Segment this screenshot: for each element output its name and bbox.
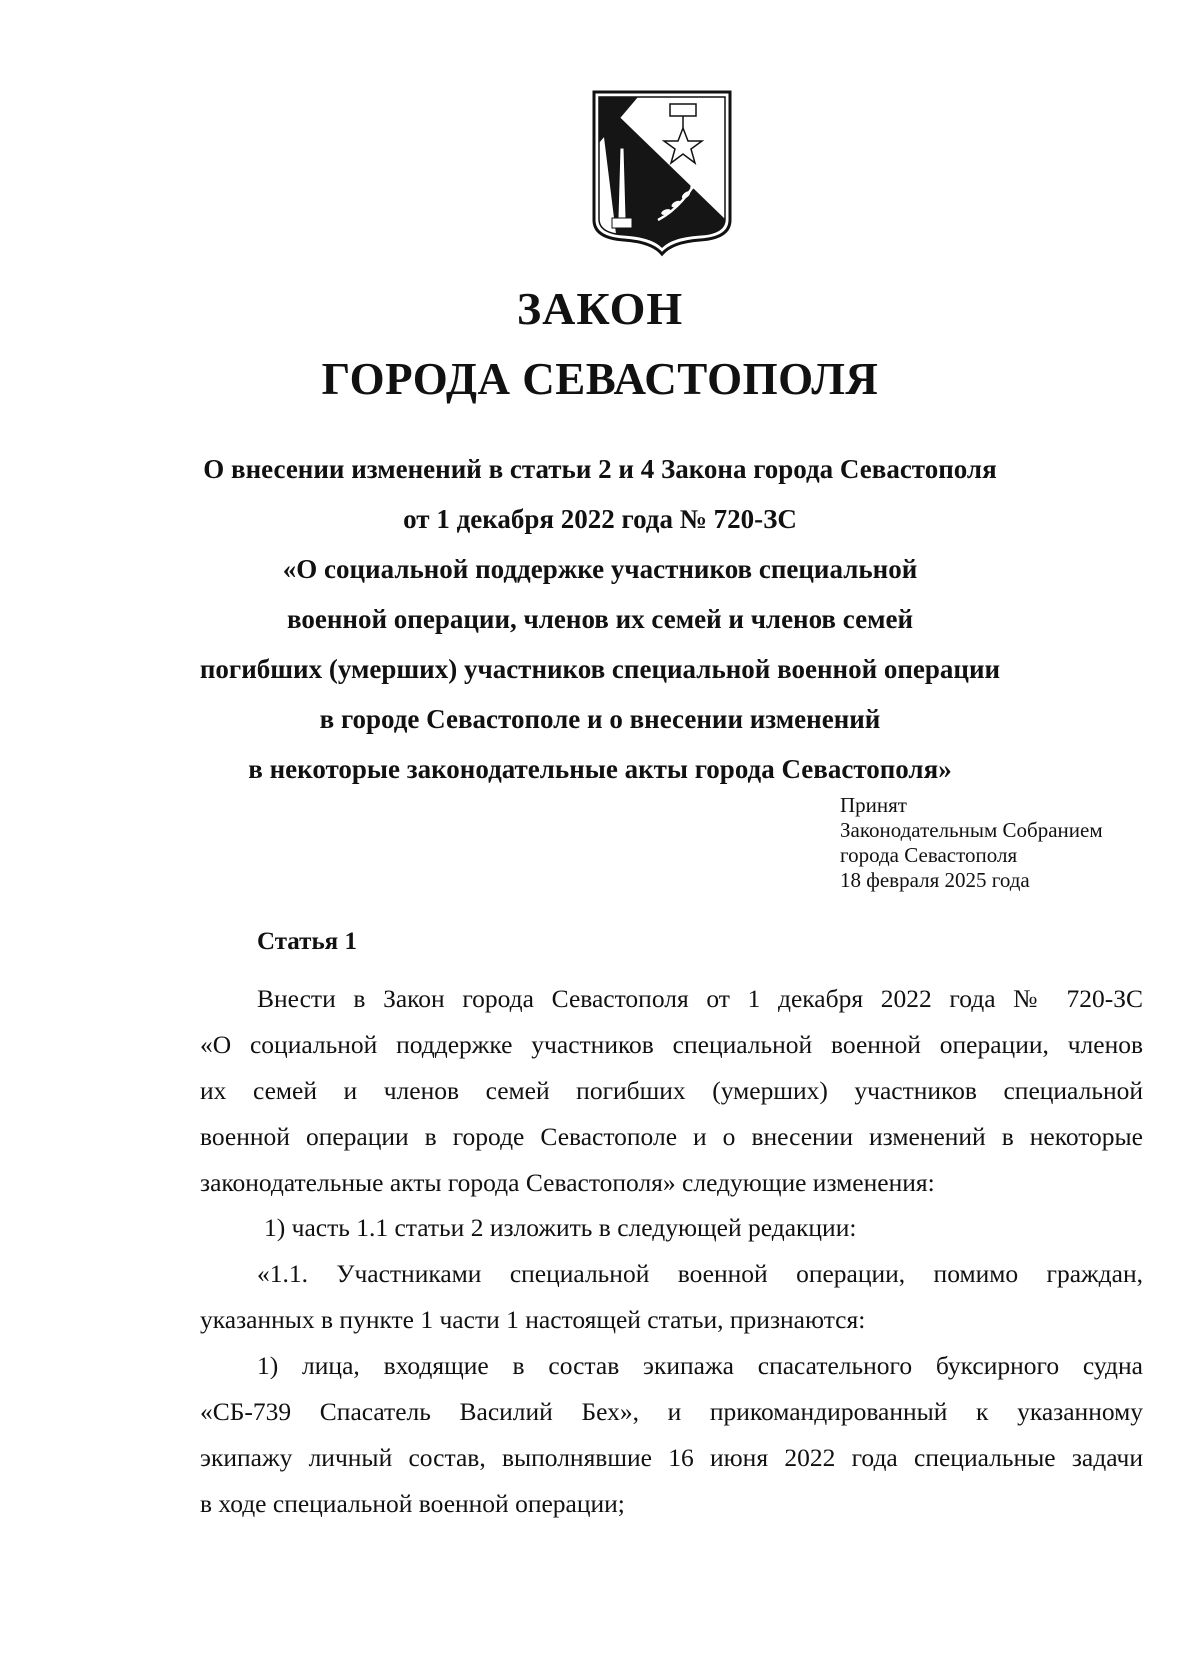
adoption-line: Принят: [840, 793, 907, 817]
paragraph-line: указанных в пункте 1 части 1 настоящей статьи, признаются:: [200, 1305, 866, 1334]
amendment-item: [200, 1205, 1143, 1251]
adoption-date: 18 февраля 2025 года: [840, 868, 1030, 892]
article-heading: Статья 1: [257, 928, 357, 955]
paragraph-line: 1) часть 1.1 статьи 2 изложить в следующей редакции:: [264, 1213, 857, 1242]
subtitle-line: в городе Севастополе и о внесении изменений: [319, 704, 881, 734]
paragraph-line: их семей и членов семей погибших (умерших) участников специальной: [200, 1076, 1143, 1105]
subtitle-line: погибших (умерших) участников специальной военной операции: [199, 654, 1001, 684]
paragraph-line: «СБ-739 Спасатель Василий Бех», и прикомандированный к указанному: [200, 1397, 1143, 1426]
amendment-quote: [200, 1251, 1143, 1343]
paragraph-line: законодательные акты города Севастополя» следующие изменения:: [200, 1168, 935, 1197]
paragraph-line: «1.1. Участниками специальной военной операции, помимо граждан,: [257, 1259, 1143, 1288]
law-title: ЗАКОН: [516, 283, 684, 334]
paragraph-line: 1) лица, входящие в состав экипажа спасательного буксирного судна: [257, 1351, 1143, 1380]
subtitle-line: в некоторые законодательные акты города Севастополя»: [248, 754, 952, 784]
adoption-line: Законодательным Собранием: [840, 818, 1103, 842]
subtitle-line: от 1 декабря 2022 года № 720-ЗС: [403, 504, 797, 534]
subtitle-line: «О социальной поддержке участников специальной: [282, 554, 918, 584]
adoption-line: города Севастополя: [840, 843, 1018, 867]
subtitle-line: О внесении изменений в статьи 2 и 4 Закона города Севастополя: [203, 454, 997, 484]
law-city-title: ГОРОДА СЕВАСТОПОЛЯ: [321, 354, 879, 404]
amendment-subitem: [200, 1343, 1143, 1527]
paragraph-line: экипажу личный состав, выполнявшие 16 июня 2022 года специальные задачи: [200, 1443, 1143, 1472]
paragraph-line: Внести в Закон города Севастополя от 1 декабря 2022 года № 720-ЗС: [257, 984, 1143, 1013]
paragraph-line: военной операции в городе Севастополе и о внесении изменений в некоторые: [200, 1122, 1143, 1151]
law-subtitle: [150, 444, 1050, 794]
subtitle-line: военной операции, членов их семей и членов семей: [287, 604, 913, 634]
adoption-block: [840, 793, 1103, 893]
article-paragraph: [200, 976, 1143, 1206]
sevastopol-coat-of-arms-icon: [590, 88, 734, 258]
paragraph-line: в ходе специальной военной операции;: [200, 1489, 625, 1518]
paragraph-line: «О социальной поддержке участников специальной военной операции, членов: [200, 1030, 1143, 1059]
